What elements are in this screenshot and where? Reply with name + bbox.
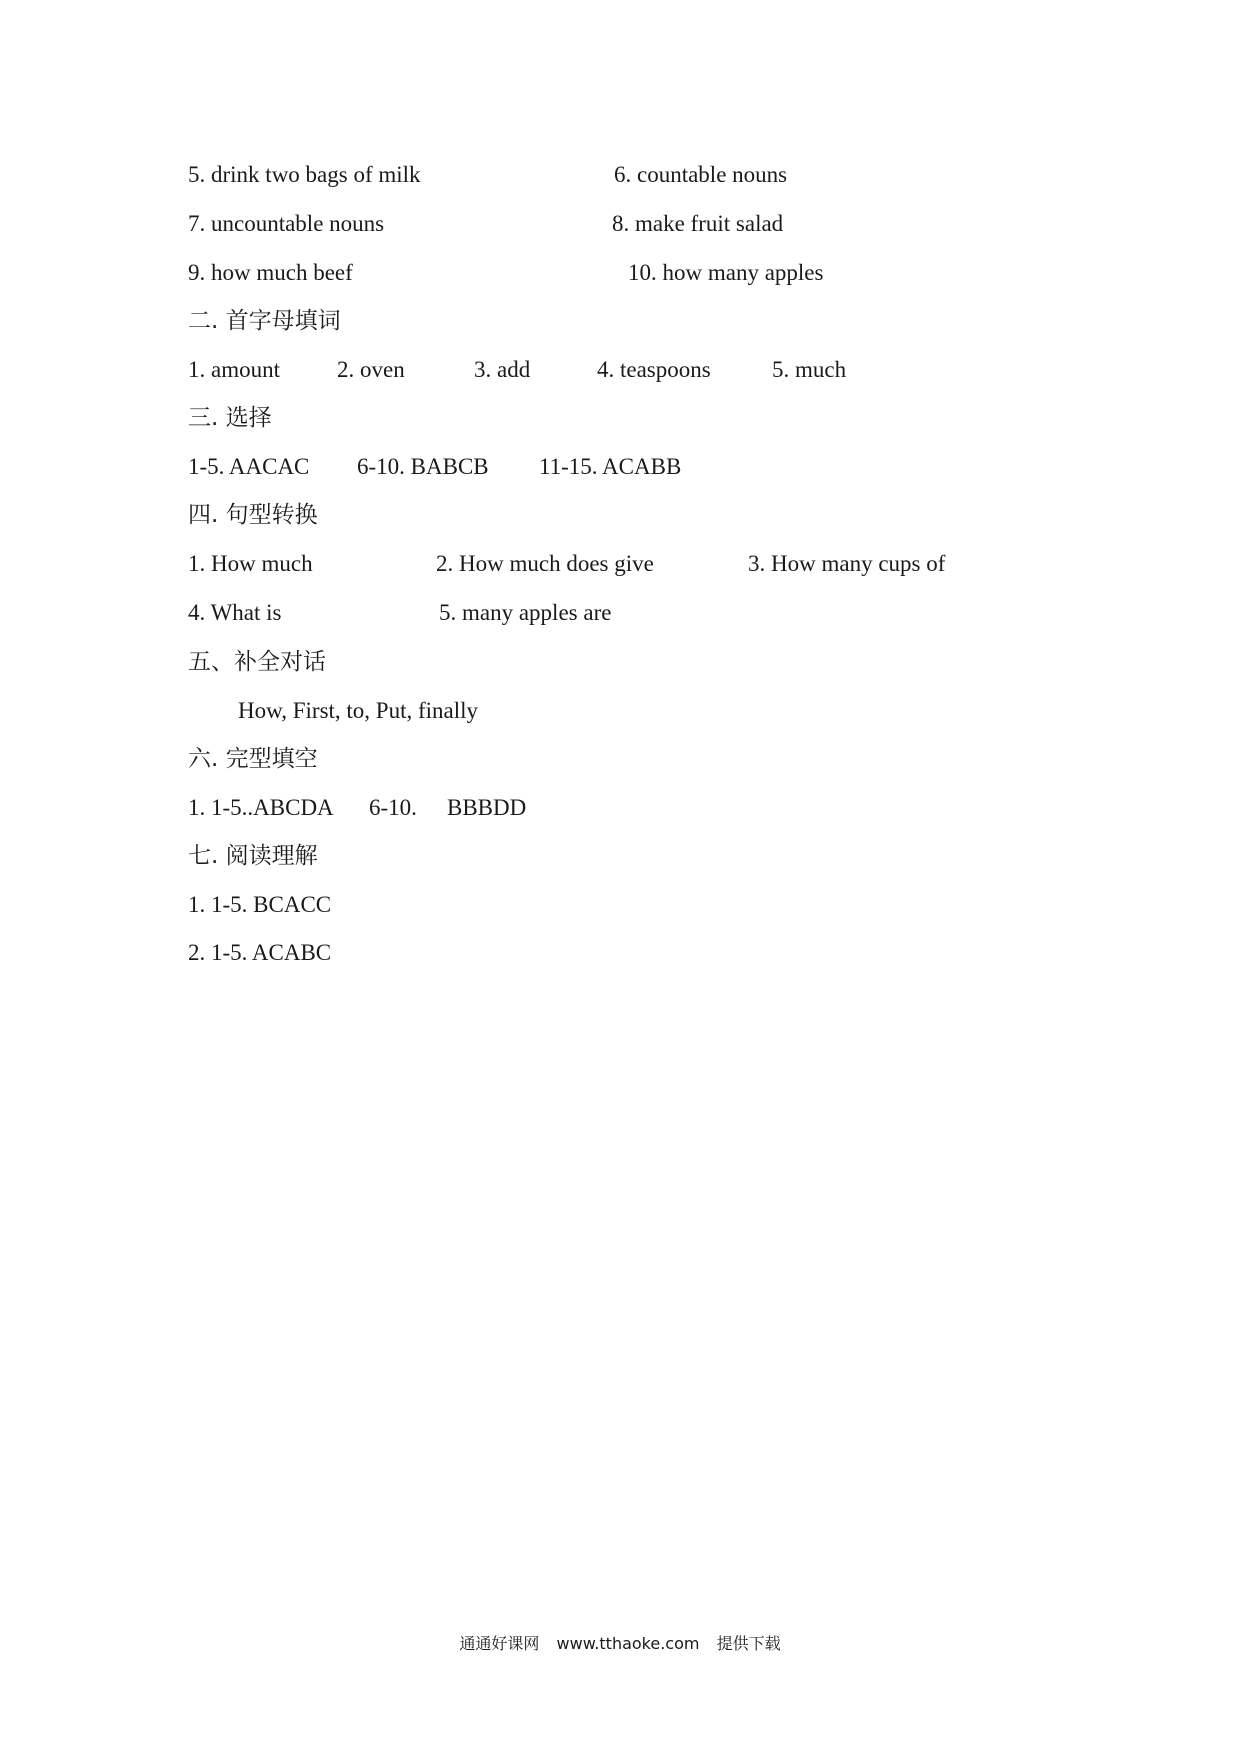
part2-heading: 二. 首字母填词 [188, 308, 341, 334]
part6-heading: 六. 完型填空 [188, 746, 318, 772]
part1-item-6: 6. countable nouns [614, 162, 788, 187]
footer-site-name: 通通好课网 [459, 1634, 540, 1653]
part1-item-9: 9. how much beef [188, 260, 353, 285]
page-footer [0, 1633, 1240, 1655]
part2-answer-4: 4. teaspoons [597, 357, 711, 382]
part6-answer-b: 6-10. [369, 795, 417, 820]
part7-heading: 七. 阅读理解 [188, 843, 318, 869]
part5-heading: 五、补全对话 [188, 649, 326, 675]
part3-answer-1: 1-5. AACAC [188, 454, 310, 479]
part3-heading: 三. 选择 [188, 405, 272, 431]
part6-answer-c: BBBDD [447, 795, 527, 820]
part2-answer-2: 2. oven [337, 357, 405, 382]
footer-url[interactable]: www.tthaoke.com [556, 1634, 700, 1653]
part4-answer-3: 3. How many cups of [748, 551, 946, 576]
part1-item-10: 10. how many apples [628, 260, 824, 285]
part5-answer: How, First, to, Put, finally [238, 698, 479, 723]
part4-answer-4: 4. What is [188, 600, 282, 625]
part3-answer-3: 11-15. ACABB [539, 454, 682, 479]
part4-answer-1: 1. How much [188, 551, 313, 576]
part1-item-7: 7. uncountable nouns [188, 211, 385, 236]
part7-answer-1: 1. 1-5. BCACC [188, 892, 332, 917]
part1-item-8: 8. make fruit salad [612, 211, 784, 236]
part6-answer-a: 1. 1-5..ABCDA [188, 795, 334, 820]
part4-heading: 四. 句型转换 [188, 502, 318, 528]
part4-answer-5: 5. many apples are [439, 600, 612, 625]
part2-answer-1: 1. amount [188, 357, 280, 382]
part4-answer-2: 2. How much does give [436, 551, 654, 576]
footer-suffix: 提供下载 [716, 1634, 781, 1653]
part7-answer-2: 2. 1-5. ACABC [188, 940, 332, 965]
part3-answer-2: 6-10. BABCB [357, 454, 489, 479]
part2-answer-5: 5. much [772, 357, 847, 382]
part1-item-5: 5. drink two bags of milk [188, 162, 421, 187]
part2-answer-3: 3. add [474, 357, 531, 382]
